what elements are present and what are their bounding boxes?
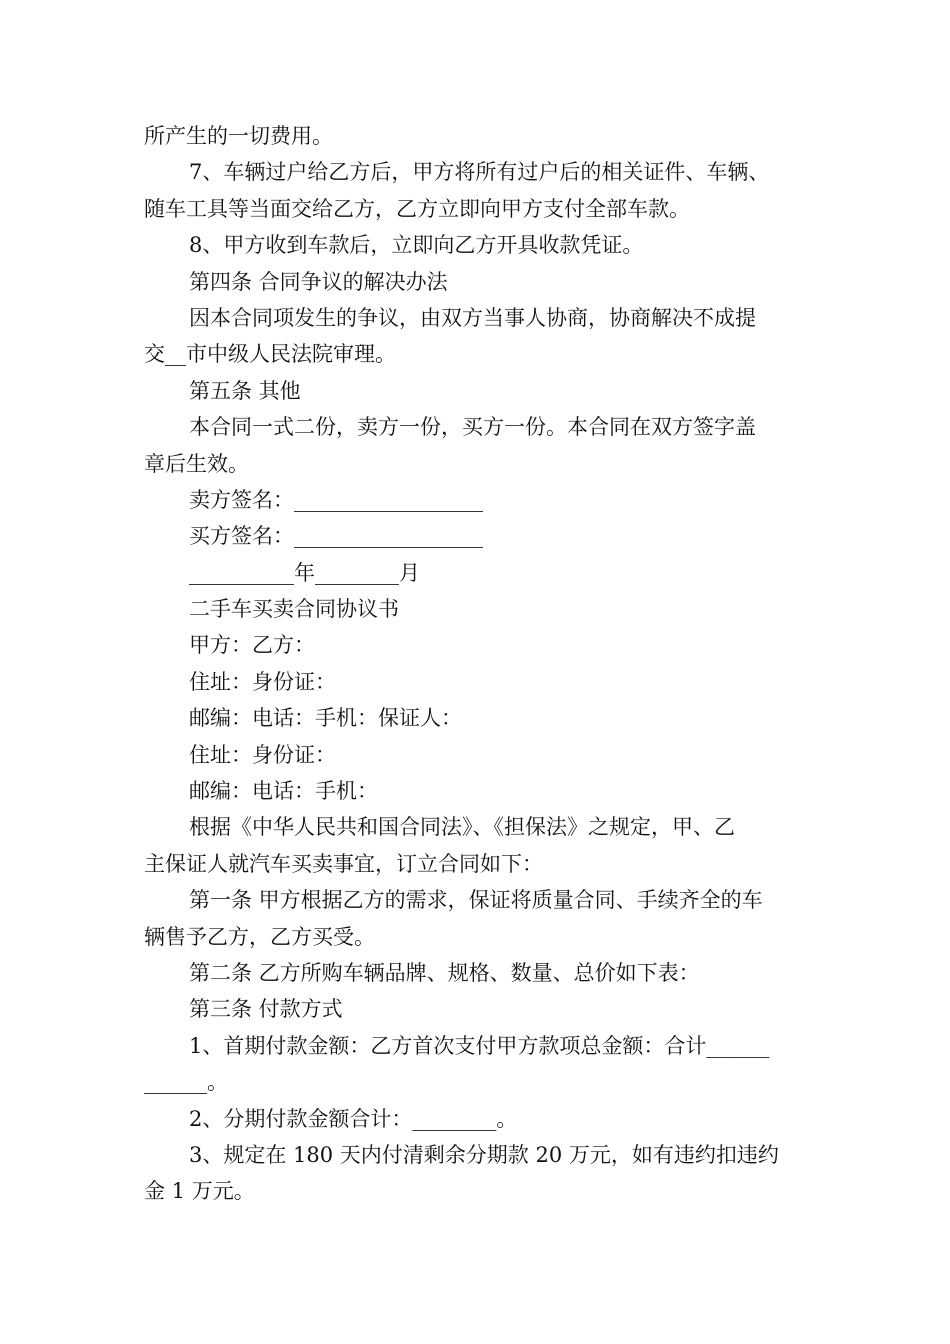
seller-signature-line: 卖方签名：__________________ [189, 487, 483, 512]
text-line: 根据《中华人民共和国合同法》、《担保法》之规定，甲、乙 [189, 815, 735, 840]
section-heading: 第五条 其他 [189, 378, 301, 403]
text-line: 所产生的一切费用。 [144, 124, 333, 148]
date-line: __________年________月 [189, 560, 420, 585]
text-line: 甲方：乙方： [189, 633, 315, 658]
text-line: 章后生效。 [144, 451, 249, 476]
section-heading: 第三条 付款方式 [189, 997, 343, 1022]
document-title: 二手车买卖合同协议书 [189, 597, 399, 622]
text-line: 住址：身份证： [189, 742, 336, 767]
text-line: 金 1 万元。 [144, 1179, 255, 1204]
text-line: 主保证人就汽车买卖事宜，订立合同如下： [144, 851, 543, 876]
text-line: 7、车辆过户给乙方后，甲方将所有过户后的相关证件、车辆、 [189, 160, 770, 185]
buyer-signature-line: 买方签名：__________________ [189, 524, 483, 549]
text-line: 邮编：电话：手机：保证人： [189, 706, 462, 731]
text-line: 邮编：电话：手机： [189, 779, 378, 804]
text-line: 本合同一式二份，卖方一份，买方一份。本合同在双方签字盖 [189, 415, 756, 440]
text-line: 第二条 乙方所购车辆品牌、规格、数量、总价如下表： [189, 960, 700, 985]
text-line: 2、分期付款金额合计：________。 [189, 1106, 518, 1131]
text-line: 交__市中级人民法院审理。 [144, 342, 396, 367]
text-line: 第一条 甲方根据乙方的需求，保证将质量合同、手续齐全的车 [189, 888, 763, 913]
text-line: 3、规定在 180 天内付清剩余分期款 20 万元，如有违约扣违约 [189, 1142, 779, 1167]
text-line: 因本合同项发生的争议，由双方当事人协商，协商解决不成提 [189, 305, 756, 330]
document-page [144, 118, 808, 1210]
text-line: ______。 [144, 1070, 228, 1095]
text-line: 1、首期付款金额：乙方首次支付甲方款项总金额：合计______ [189, 1033, 770, 1058]
text-line: 住址：身份证： [189, 669, 336, 694]
text-line: 辆售予乙方，乙方买受。 [144, 924, 375, 949]
section-heading: 第四条 合同争议的解决办法 [189, 269, 448, 294]
text-line: 8、甲方收到车款后，立即向乙方开具收款凭证。 [189, 233, 644, 258]
text-line: 随车工具等当面交给乙方，乙方立即向甲方支付全部车款。 [144, 196, 690, 221]
